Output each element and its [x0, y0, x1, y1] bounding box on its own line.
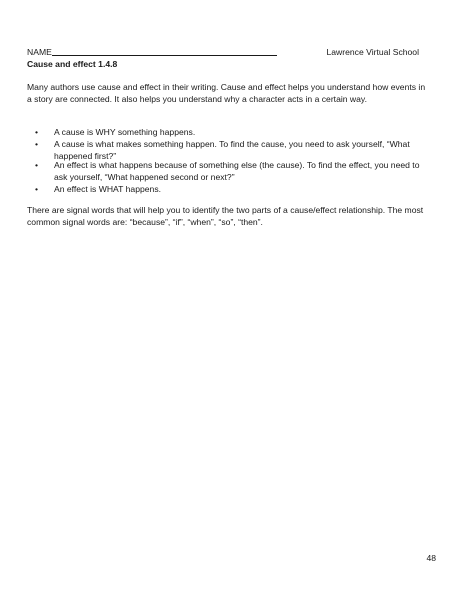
page-number: 48 [426, 553, 436, 563]
bullet-text: An effect is what happens because of something else (the cause). To find the effect, you need to ask yourself, “What happened second or next?” [54, 160, 420, 182]
lesson-title: Cause and effect 1.4.8 [27, 59, 118, 69]
signal-words-paragraph: There are signal words that will help you to identify the two parts of a cause/effect relationship. The most common signal words are: “because”, “if”, “when”, “so”, “then”. [27, 205, 424, 227]
bullet-icon: • [35, 127, 39, 137]
bullet-text: A cause is what makes something happen. To find the cause, you need to ask yourself, “What happened first?” [54, 139, 410, 161]
effect-bullet-list [27, 159, 427, 195]
bullet-icon: • [35, 160, 39, 170]
bullet-icon: • [35, 139, 39, 149]
list-item [27, 183, 427, 195]
school-name: Lawrence Virtual School [326, 47, 419, 57]
intro-paragraph: Many authors use cause and effect in their writing. Cause and effect helps you understand how events in a story are connected. It also helps you understand why a character acts in a certain way. [27, 82, 426, 104]
list-item [27, 159, 427, 183]
header-row [27, 46, 419, 58]
name-blank-line [52, 55, 277, 56]
cause-bullet-list [27, 126, 427, 162]
bullet-icon: • [35, 184, 39, 194]
name-label: NAME [27, 47, 52, 57]
bullet-text: An effect is WHAT happens. [54, 184, 161, 194]
bullet-text: A cause is WHY something happens. [54, 127, 196, 137]
list-item [27, 126, 427, 138]
